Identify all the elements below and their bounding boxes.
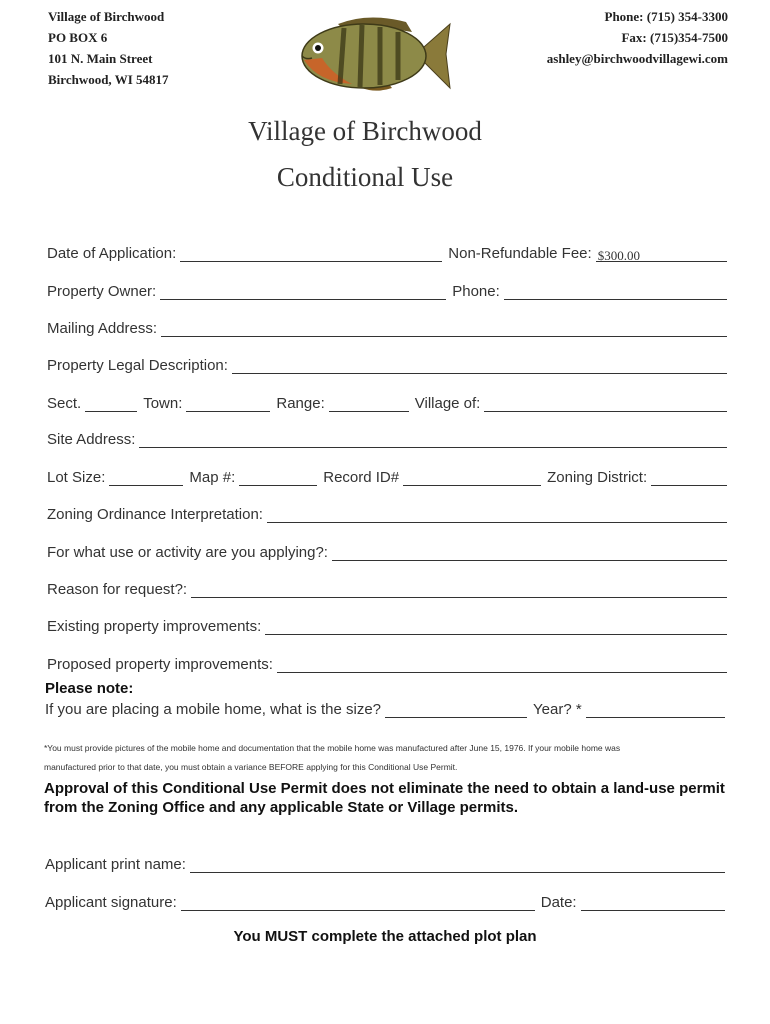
page-title: Village of Birchwood [248, 116, 482, 146]
year-label: Year? * [533, 701, 582, 718]
zoning-ordinance-label: Zoning Ordinance Interpretation: [47, 506, 263, 523]
map-field[interactable] [239, 469, 317, 486]
reason-row [47, 576, 727, 598]
sect-label: Sect. [47, 395, 82, 412]
town-field[interactable] [186, 395, 270, 412]
mobile-home-row [45, 696, 725, 718]
zoning-district-field[interactable] [651, 469, 727, 486]
application-row [47, 240, 727, 262]
approval-notice: Approval of this Conditional Use Permit does not eliminate the need to obtain a land-use permit from the Zoning Office and any applicable State or Village permits. [44, 780, 725, 816]
proposed-improvements-field[interactable] [277, 656, 727, 673]
existing-improvements-field[interactable] [265, 618, 727, 635]
fax-text: Fax: (715)354-7500 [621, 30, 728, 45]
property-owner-field[interactable] [160, 283, 446, 300]
range-label: Range: [276, 395, 325, 412]
mobile-home-size-label: If you are placing a mobile home, what is the size? [45, 701, 382, 718]
lot-row [47, 464, 727, 486]
fish-icon [288, 10, 452, 98]
existing-improvements-row [47, 613, 727, 635]
record-id-field[interactable] [403, 469, 541, 486]
fee-label: Non-Refundable Fee: [448, 245, 592, 262]
date-of-application-label: Date of Application: [47, 245, 177, 262]
use-activity-label: For what use or activity are you applying?: [47, 544, 328, 561]
site-address-row [47, 426, 727, 448]
village-address-block [48, 6, 169, 90]
signature-row [45, 889, 725, 911]
proposed-improvements-label: Proposed property improvements: [47, 656, 273, 673]
proposed-improvements-row [47, 651, 727, 673]
owner-row [47, 278, 727, 300]
reason-field[interactable] [191, 581, 727, 598]
fee-value: $300.00 [597, 248, 640, 263]
date-field[interactable] [581, 894, 725, 911]
site-address-field[interactable] [139, 431, 727, 448]
sect-field[interactable] [85, 395, 137, 412]
phone-text: Phone: (715) 354-3300 [604, 9, 728, 24]
print-name-field[interactable] [190, 856, 725, 873]
map-label: Map #: [189, 469, 236, 486]
email-text: ashley@birchwoodvillagewi.com [546, 51, 728, 66]
range-field[interactable] [329, 395, 409, 412]
footnote-line: *You must provide pictures of the mobile home and documentation that the mobile home was manufactured after June 15, 1976. If your mobile home was [44, 743, 621, 753]
print-name-label: Applicant print name: [45, 856, 186, 873]
site-address-label: Site Address: [47, 431, 136, 448]
property-owner-label: Property Owner: [47, 283, 157, 300]
fee-field[interactable] [596, 245, 727, 262]
contact-block [547, 6, 728, 69]
location-row [47, 390, 727, 412]
mobile-home-size-field[interactable] [385, 701, 527, 718]
note-title: Please note: [45, 680, 134, 697]
address-line: PO BOX 6 [48, 30, 108, 45]
lot-size-field[interactable] [109, 469, 183, 486]
zoning-ordinance-row [47, 501, 727, 523]
address-line: Birchwood, WI 54817 [48, 72, 169, 87]
date-label: Date: [540, 894, 577, 911]
zoning-district-label: Zoning District: [547, 469, 648, 486]
reason-label: Reason for request?: [47, 581, 188, 598]
page-subtitle: Conditional Use [276, 162, 454, 192]
mailing-address-field[interactable] [161, 320, 727, 337]
record-id-label: Record ID# [323, 469, 400, 486]
footnote-line: manufactured prior to that date, you must obtain a variance BEFORE applying for this Conditional Use Permit. [44, 762, 458, 772]
existing-improvements-label: Existing property improvements: [47, 618, 262, 635]
use-activity-row [47, 539, 727, 561]
phone-label: Phone: [452, 283, 500, 300]
signature-label: Applicant signature: [45, 894, 177, 911]
zoning-ordinance-field[interactable] [267, 506, 727, 523]
address-line: 101 N. Main Street [48, 51, 153, 66]
town-label: Town: [143, 395, 183, 412]
village-of-label: Village of: [414, 395, 481, 412]
mailing-row [47, 315, 727, 337]
legal-description-row [47, 352, 727, 374]
mailing-address-label: Mailing Address: [47, 320, 158, 337]
address-line: Village of Birchwood [48, 9, 165, 24]
date-of-application-field[interactable] [180, 245, 442, 262]
print-name-row [45, 851, 725, 873]
lot-size-label: Lot Size: [47, 469, 106, 486]
legal-description-field[interactable] [232, 357, 727, 374]
year-field[interactable] [586, 701, 725, 718]
signature-field[interactable] [181, 894, 535, 911]
use-activity-field[interactable] [332, 544, 727, 561]
plot-plan-notice: You MUST complete the attached plot plan [233, 928, 537, 945]
phone-field[interactable] [504, 283, 727, 300]
legal-description-label: Property Legal Description: [47, 357, 228, 374]
village-of-field[interactable] [484, 395, 727, 412]
